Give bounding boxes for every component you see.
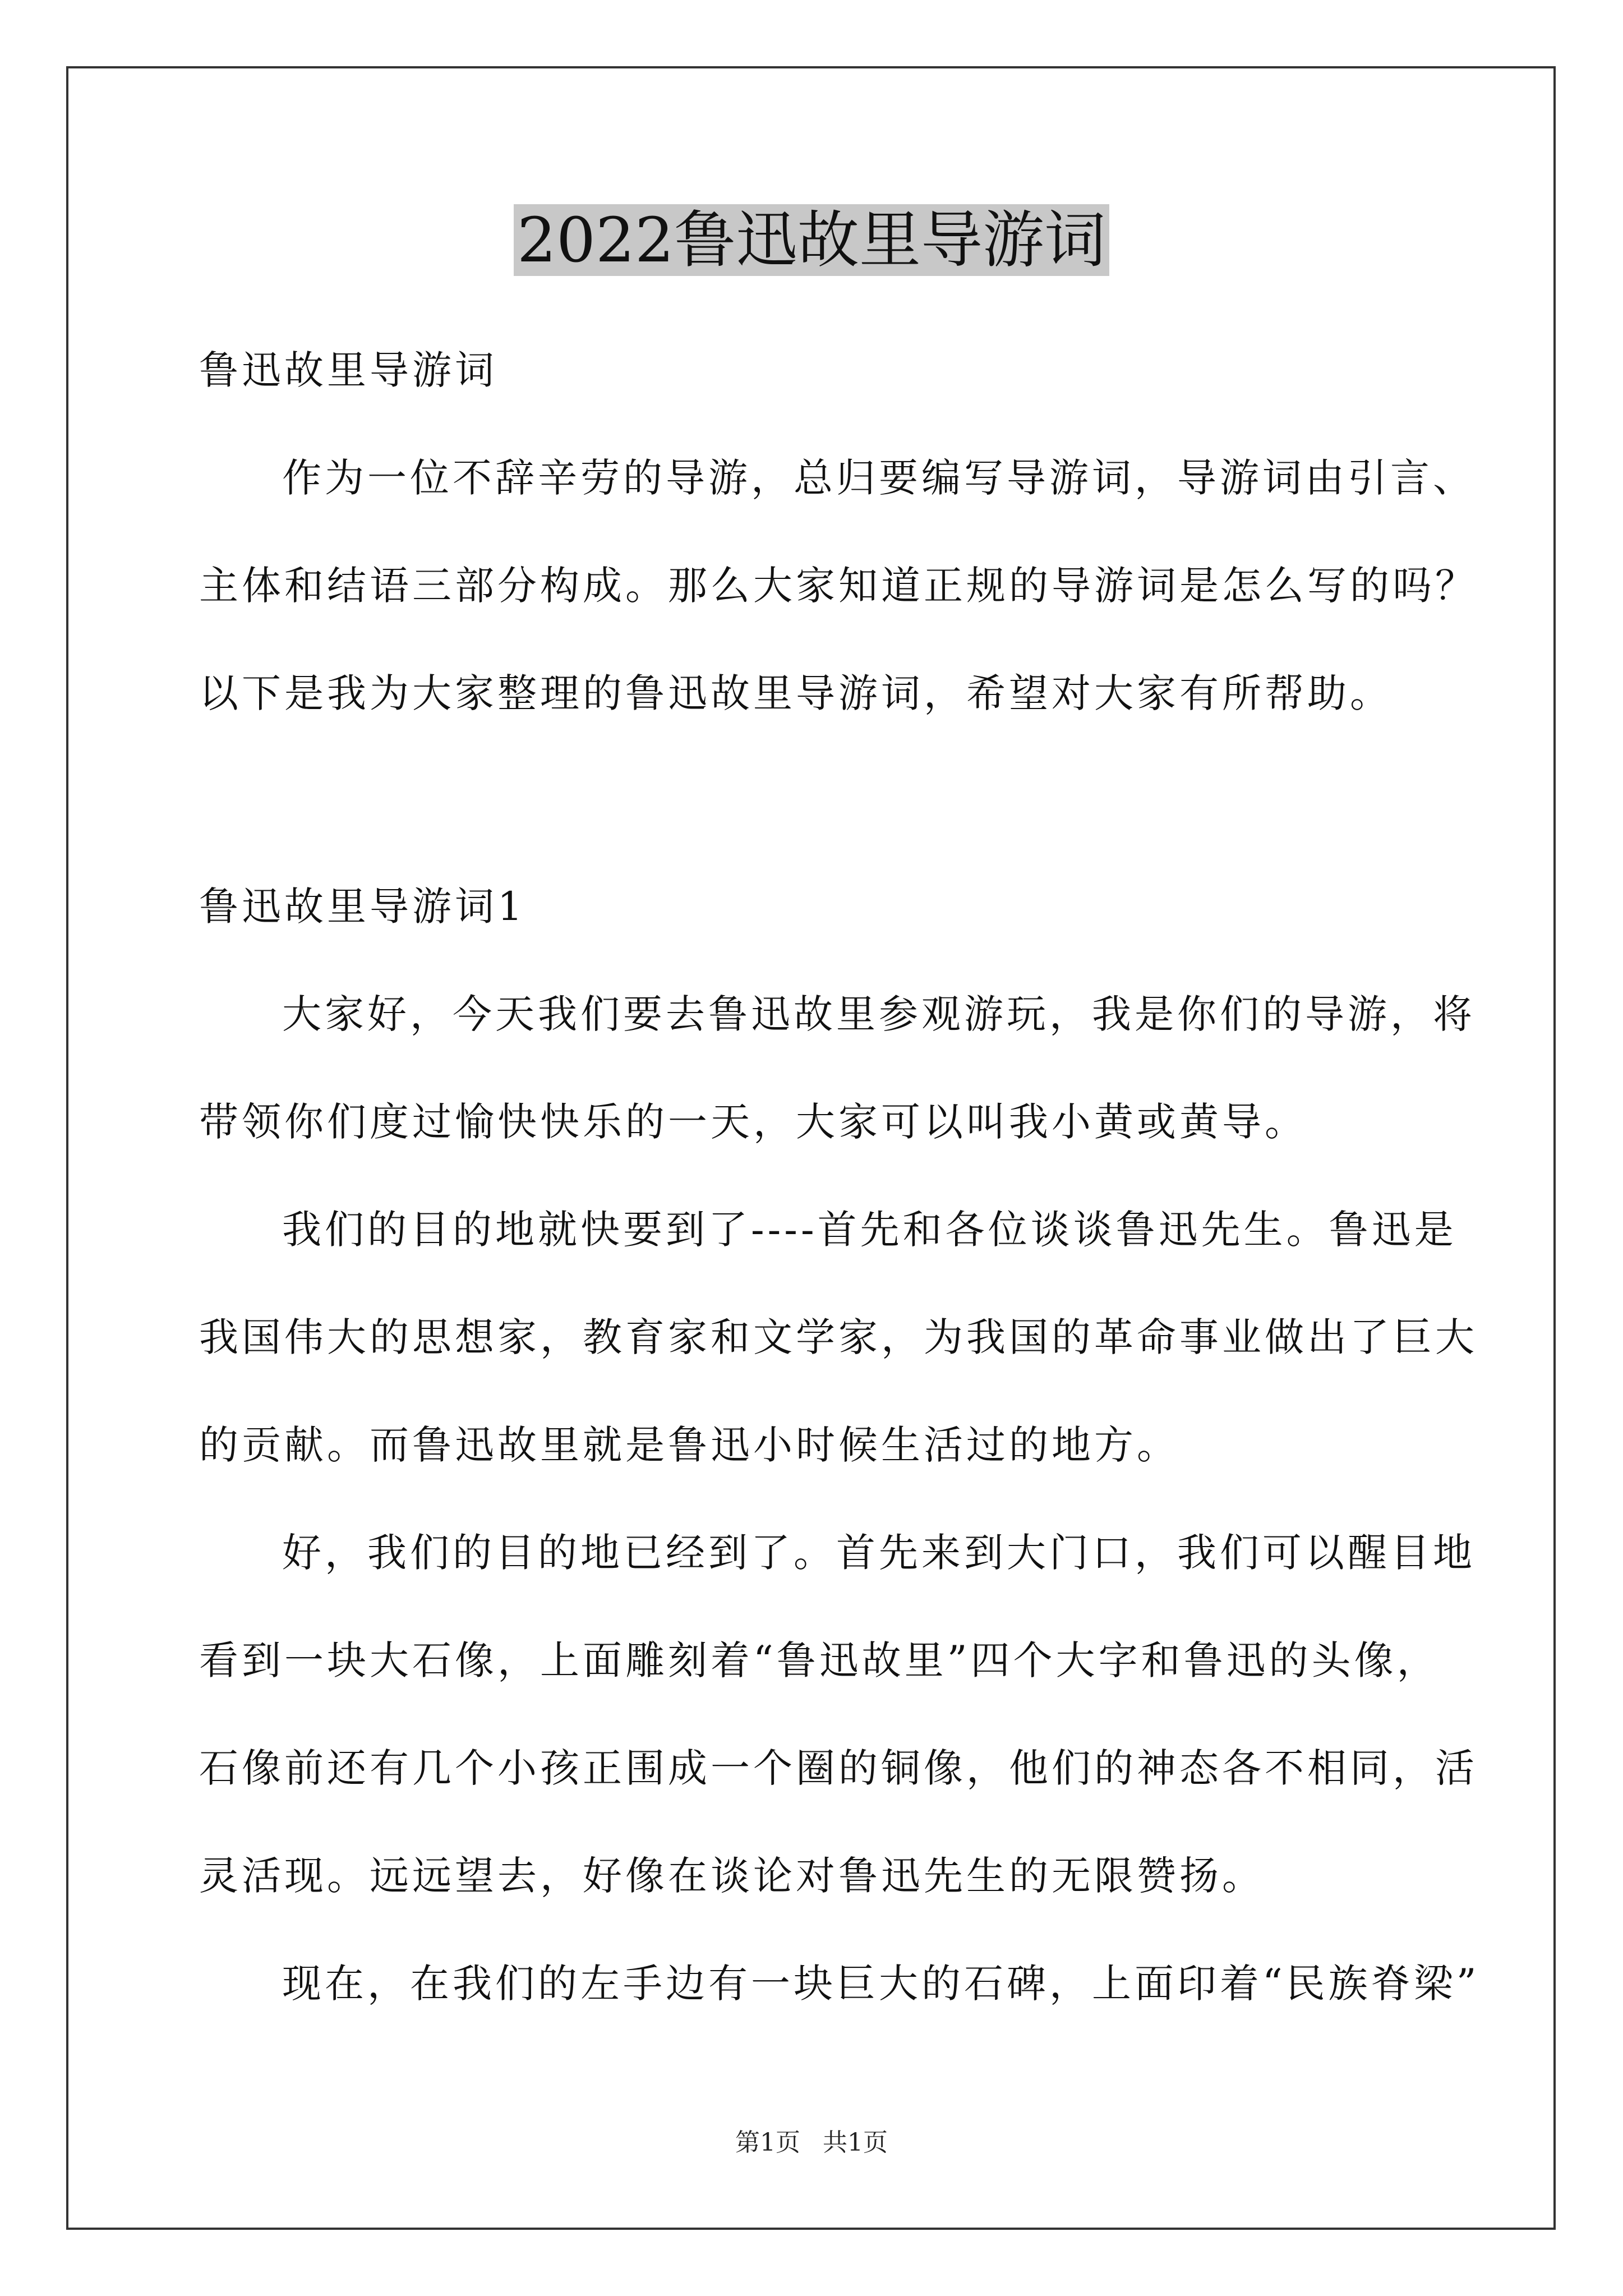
- page-total: 共1页: [823, 2128, 888, 2157]
- paragraph-line: 大家好，今天我们要去鲁迅故里参观游玩，我是你们的导游，将: [282, 991, 1476, 1037]
- paragraph-about-luxun: [199, 1202, 1478, 1473]
- paragraph-line: 以下是我为大家整理的鲁迅故里导游词，希望对大家有所帮助。: [199, 670, 1393, 716]
- paragraph-line: 我们的目的地就快要到了----首先和各位谈谈鲁迅先生。鲁迅是: [282, 1207, 1457, 1253]
- page-number: 第1页: [735, 2128, 800, 2157]
- paragraph-line: 作为一位不辞辛劳的导游，总归要编写导游词，导游词由引言、: [282, 455, 1476, 501]
- paragraph-line: 好，我们的目的地已经到了。首先来到大门口，我们可以醒目地: [282, 1530, 1476, 1576]
- section-heading: 鲁迅故里导游词1: [199, 884, 526, 930]
- paragraph-line: 灵活现。远远望去，好像在谈论对鲁迅先生的无限赞扬。: [199, 1853, 1265, 1899]
- paragraph-line: 主体和结语三部分构成。那么大家知道正规的导游词是怎么写的吗？: [199, 563, 1478, 609]
- document-body: [199, 342, 1480, 2063]
- paragraph-greeting: [199, 986, 1476, 1150]
- subtitle: 鲁迅故里导游词: [199, 347, 497, 393]
- page-footer: [0, 2126, 1623, 2160]
- paragraph-line: 石像前还有几个小孩正围成一个圈的铜像，他们的神态各不相同，活: [199, 1745, 1478, 1791]
- paragraph-line: 看到一块大石像，上面雕刻着“鲁迅故里”四个大字和鲁迅的头像，: [199, 1637, 1440, 1683]
- paragraph-line: 的贡献。而鲁迅故里就是鲁迅小时候生活过的地方。: [199, 1422, 1179, 1468]
- paragraph-stele: [199, 1955, 1480, 2012]
- paragraph-gate: [199, 1525, 1478, 1904]
- document-title: [0, 201, 1623, 279]
- document-title-text: 2022鲁迅故里导游词: [514, 204, 1109, 276]
- intro-paragraph: [199, 450, 1478, 721]
- paragraph-line: 我国伟大的思想家，教育家和文学家，为我国的革命事业做出了巨大: [199, 1314, 1478, 1360]
- paragraph-line: 带领你们度过愉快快乐的一天，大家可以叫我小黄或黄导。: [199, 1099, 1307, 1145]
- paragraph-line: 现在，在我们的左手边有一块巨大的石碑，上面印着“民族脊梁”: [282, 1961, 1480, 2007]
